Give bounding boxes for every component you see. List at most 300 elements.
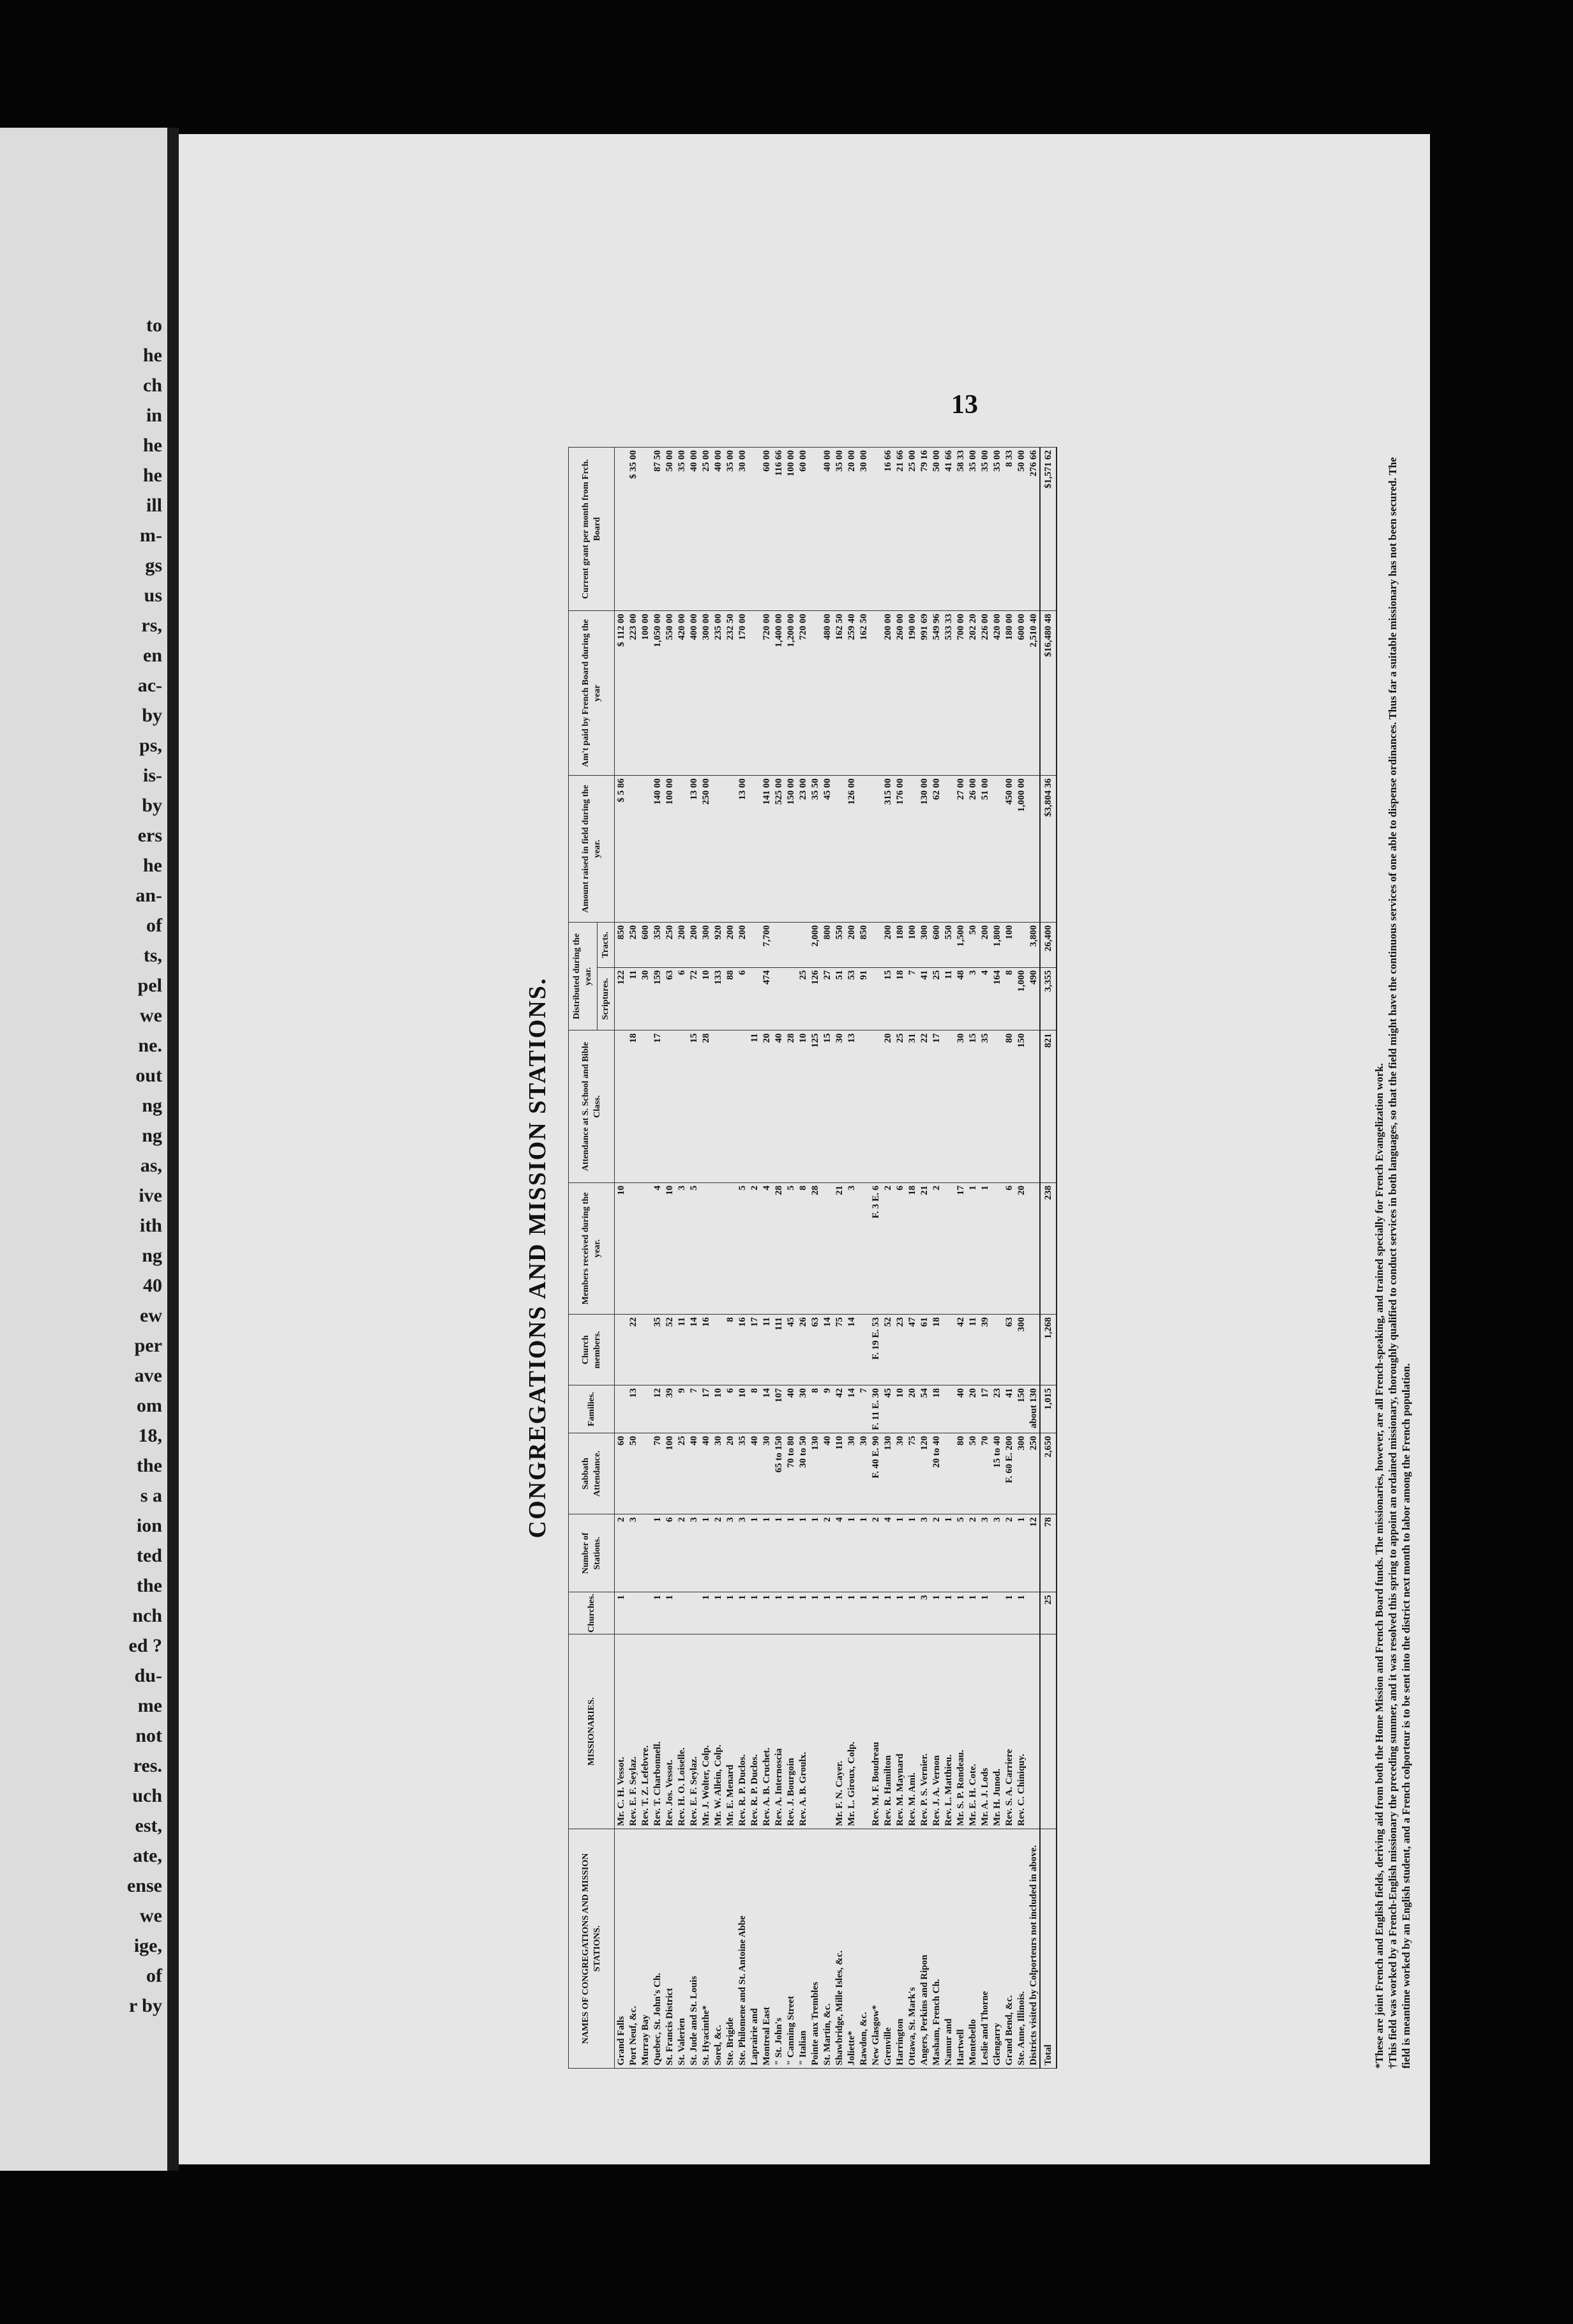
left-page-text-fragment: ew (140, 1305, 162, 1326)
cell-received: 3 (845, 1182, 857, 1314)
cell-stations: 1 (857, 1514, 869, 1592)
cell-school: 28 (700, 1030, 712, 1182)
cell-grant: 79 16 (918, 448, 930, 611)
cell-grant: 87 50 (651, 448, 663, 611)
cell-stations: 12 (1027, 1514, 1040, 1592)
cell-paid: 550 00 (663, 611, 675, 776)
cell-raised: 27 00 (954, 776, 967, 923)
cell-name: Grand Bend, &c. (1003, 1829, 1015, 2069)
cell-churches: 1 (942, 1592, 954, 1634)
footnote: †This field was worked by a French-English missionary the preceding summer, and it was resolved this spring to appoint an ordained missionary, thoroughly qualified to conduct services in both languages, so that the field might have the continuous services of one able to dispense ordinances. Thus far a suitable missionary has not been secured. The field is meantime worked by an English student, and a French colporteur is to be sent into the district next month to labor among the French population. (1387, 457, 1412, 2069)
cell-families: 17 (700, 1385, 712, 1433)
table-row (833, 448, 845, 2069)
cell-name: " St. John's (772, 1829, 785, 2069)
table-row (894, 448, 906, 2069)
cell-missionary: Mr. A. J. Lods (979, 1634, 991, 1829)
left-page-text-fragment: pel (137, 975, 162, 996)
cell-scriptures: 88 (724, 967, 736, 1030)
cell-churches: 1 (906, 1592, 918, 1634)
left-page-text-fragment: as, (140, 1155, 162, 1176)
cell-members: 11 (760, 1315, 772, 1385)
left-page-text-fragment: we (140, 1905, 162, 1926)
cell-families: 14 (845, 1385, 857, 1433)
cell-stations: 1 (748, 1514, 760, 1592)
cell-families: F. 11 E. 30 (869, 1385, 882, 1433)
cell-members: 11 (675, 1315, 688, 1385)
total-school: 821 (1040, 1030, 1057, 1182)
left-page-text-fragment: s a (140, 1485, 162, 1506)
left-page-text-fragment: per (134, 1335, 162, 1356)
cell-name: Ste. Anne, Illinois. (1015, 1829, 1027, 2069)
cell-received (857, 1182, 869, 1314)
left-page-text-fragment: he (143, 465, 162, 486)
cell-name: St. Martin, &c. (821, 1829, 833, 2069)
total-members: 1,268 (1040, 1315, 1057, 1385)
left-page-text-fragment: to (146, 315, 162, 336)
left-page-text-fragment: by (142, 705, 162, 726)
cell-attendance: 30 (894, 1433, 906, 1514)
cell-raised (833, 776, 845, 923)
cell-scriptures: 27 (821, 967, 833, 1030)
cell-members: 39 (979, 1315, 991, 1385)
cell-members: 52 (663, 1315, 675, 1385)
cell-missionary (821, 1634, 833, 1829)
cell-churches: 1 (663, 1592, 675, 1634)
cell-grant: 35 00 (991, 448, 1003, 611)
left-page-text-fragment: ps, (139, 735, 162, 756)
cell-families: 40 (785, 1385, 797, 1433)
total-scriptures: 3,355 (1040, 967, 1057, 1030)
col-header-families: Families. (569, 1385, 615, 1433)
cell-received: 2 (748, 1182, 760, 1314)
cell-scriptures (869, 967, 882, 1030)
col-header-attendance: Sabbath Attendance. (569, 1433, 615, 1514)
cell-name: Shawbridge, Mille Isles, &c. (833, 1829, 845, 2069)
cell-tracts: 1,500 (954, 923, 967, 968)
cell-raised (1027, 776, 1040, 923)
cell-received: 2 (930, 1182, 942, 1314)
cell-name: Grand Falls (615, 1829, 628, 2069)
cell-paid: 200 00 (882, 611, 894, 776)
cell-stations: 1 (1015, 1514, 1027, 1592)
cell-received (712, 1182, 724, 1314)
cell-families: 54 (918, 1385, 930, 1433)
cell-churches: 1 (651, 1592, 663, 1634)
cell-churches: 1 (882, 1592, 894, 1634)
left-page-text-fragment: is- (143, 765, 162, 786)
cell-school: 31 (906, 1030, 918, 1182)
cell-raised: 450 00 (1003, 776, 1015, 923)
cell-attendance (639, 1433, 651, 1514)
cell-school: 17 (651, 1030, 663, 1182)
cell-scriptures: 126 (809, 967, 821, 1030)
table-row (651, 448, 663, 2069)
cell-received: 10 (663, 1182, 675, 1314)
cell-stations: 3 (918, 1514, 930, 1592)
cell-churches: 3 (918, 1592, 930, 1634)
cell-scriptures: 159 (651, 967, 663, 1030)
cell-raised: 140 00 (651, 776, 663, 923)
cell-grant: $ 35 00 (627, 448, 639, 611)
cell-paid: 2,510 40 (1027, 611, 1040, 776)
cell-scriptures: 91 (857, 967, 869, 1030)
cell-stations: 1 (772, 1514, 785, 1592)
left-page-text-fragment: ted (137, 1545, 162, 1566)
left-page-text-fragment: in (146, 405, 162, 426)
left-page-text-fragment: by (142, 795, 162, 816)
cell-received: 6 (894, 1182, 906, 1314)
cell-missionary: Rev. C. Chiniquy. (1015, 1634, 1027, 1829)
cell-members: 16 (736, 1315, 748, 1385)
cell-raised: 141 00 (760, 776, 772, 923)
cell-stations: 1 (894, 1514, 906, 1592)
cell-scriptures: 48 (954, 967, 967, 1030)
cell-stations: 3 (724, 1514, 736, 1592)
cell-families: 7 (688, 1385, 700, 1433)
cell-grant (809, 448, 821, 611)
table-row (882, 448, 894, 2069)
cell-scriptures: 1,000 (1015, 967, 1027, 1030)
cell-churches: 1 (772, 1592, 785, 1634)
cell-raised: 176 00 (894, 776, 906, 923)
cell-paid: 549 96 (930, 611, 942, 776)
cell-school (663, 1030, 675, 1182)
cell-school: 13 (845, 1030, 857, 1182)
cell-members: F. 19 E. 53 (869, 1315, 882, 1385)
cell-received (639, 1182, 651, 1314)
table-row (845, 448, 857, 2069)
cell-attendance: 25 (675, 1433, 688, 1514)
cell-raised (639, 776, 651, 923)
cell-name: Ottawa, St. Mark's (906, 1829, 918, 2069)
cell-paid: 232 50 (724, 611, 736, 776)
cell-missionary: Mr. C. H. Vessot. (615, 1634, 628, 1829)
total-churches: 25 (1040, 1592, 1057, 1634)
cell-families: 13 (627, 1385, 639, 1433)
cell-raised: 51 00 (979, 776, 991, 923)
cell-tracts: 7,700 (760, 923, 772, 968)
cell-grant (615, 448, 628, 611)
cell-grant: 20 00 (845, 448, 857, 611)
cell-received (700, 1182, 712, 1314)
cell-stations: 2 (930, 1514, 942, 1592)
cell-missionary: Rev. P. S. Vernier. (918, 1634, 930, 1829)
cell-families: 18 (930, 1385, 942, 1433)
cell-missionary: Rev. R. P. Duclos. (748, 1634, 760, 1829)
left-page-text-fragment: rs, (141, 615, 162, 636)
table-row (991, 448, 1003, 2069)
cell-stations: 2 (712, 1514, 724, 1592)
table-row (967, 448, 979, 2069)
cell-paid: 202 20 (967, 611, 979, 776)
cell-grant: 30 00 (736, 448, 748, 611)
cell-churches: 1 (845, 1592, 857, 1634)
cell-received: 5 (688, 1182, 700, 1314)
cell-attendance: F. 40 E. 90 (869, 1433, 882, 1514)
table-row (942, 448, 954, 2069)
cell-grant: 116 66 (772, 448, 785, 611)
cell-churches: 1 (724, 1592, 736, 1634)
cell-families: 10 (712, 1385, 724, 1433)
cell-stations: 3 (736, 1514, 748, 1592)
cell-paid: 180 00 (1003, 611, 1015, 776)
cell-churches: 1 (967, 1592, 979, 1634)
cell-paid: 223 00 (627, 611, 639, 776)
cell-paid: 170 00 (736, 611, 748, 776)
cell-received: 20 (1015, 1182, 1027, 1314)
cell-received: 5 (736, 1182, 748, 1314)
table-row (724, 448, 736, 2069)
col-header-school: Attendance at S. School and Bible Class. (569, 1030, 615, 1182)
left-page-text-fragment: ch (143, 375, 162, 396)
cell-grant: 58 33 (954, 448, 967, 611)
cell-school: 35 (979, 1030, 991, 1182)
table-row (1015, 448, 1027, 2069)
cell-families: 42 (833, 1385, 845, 1433)
footnote: *These are joint French and English fields, deriving aid from both the Home Mission and French Board funds. The missionaries, however, are all French-speaking, and trained specially for French Evangelization work. (1373, 1063, 1385, 2069)
table-row (906, 448, 918, 2069)
left-page-text-fragment: 40 (143, 1275, 162, 1296)
cell-raised (991, 776, 1003, 923)
cell-churches: 1 (954, 1592, 967, 1634)
left-page-text-fragment: ige, (133, 1935, 162, 1956)
cell-missionary: Rev. M. Ami. (906, 1634, 918, 1829)
cell-families: 14 (760, 1385, 772, 1433)
left-page-text-fragment: us (144, 585, 162, 606)
cell-families: 23 (991, 1385, 1003, 1433)
cell-raised: 250 00 (700, 776, 712, 923)
cell-stations: 1 (700, 1514, 712, 1592)
cell-missionary: Rev. A. B. Cruchet. (760, 1634, 772, 1829)
cell-attendance: 100 (663, 1433, 675, 1514)
cell-churches: 1 (821, 1592, 833, 1634)
col-header-churches: Churches. (569, 1592, 615, 1634)
cell-grant: 41 66 (942, 448, 954, 611)
cell-scriptures: 15 (882, 967, 894, 1030)
cell-attendance: 30 (712, 1433, 724, 1514)
cell-grant: 35 00 (833, 448, 845, 611)
col-header-members: Church members. (569, 1315, 615, 1385)
cell-tracts (797, 923, 809, 968)
cell-members: 8 (724, 1315, 736, 1385)
cell-paid (748, 611, 760, 776)
cell-paid (869, 611, 882, 776)
cell-raised: $ 5 86 (615, 776, 628, 923)
col-header-missionaries: MISSIONARIES. (569, 1634, 615, 1829)
cell-raised: 45 00 (821, 776, 833, 923)
cell-attendance: 130 (882, 1433, 894, 1514)
cell-school (675, 1030, 688, 1182)
cell-stations: 2 (1003, 1514, 1015, 1592)
cell-name: Glengarry (991, 1829, 1003, 2069)
left-page-text-fragment: est, (135, 1815, 162, 1836)
left-page-text-fragment: ng (142, 1125, 162, 1146)
cell-members: 14 (845, 1315, 857, 1385)
cell-members: 23 (894, 1315, 906, 1385)
cell-attendance: 40 (821, 1433, 833, 1514)
left-page-text-fragment: he (143, 855, 162, 876)
cell-school: 40 (772, 1030, 785, 1182)
left-page-text-fragment: me (137, 1695, 162, 1716)
cell-missionary: Rev. A. Internoscia (772, 1634, 785, 1829)
cell-tracts: 800 (821, 923, 833, 968)
cell-name: Joliette* (845, 1829, 857, 2069)
cell-grant: 35 00 (967, 448, 979, 611)
cell-school (712, 1030, 724, 1182)
page (179, 134, 1430, 2164)
cell-received (724, 1182, 736, 1314)
cell-name: Hartwell (954, 1829, 967, 2069)
cell-churches: 1 (930, 1592, 942, 1634)
cell-paid: 991 69 (918, 611, 930, 776)
cell-attendance: 15 to 40 (991, 1433, 1003, 1514)
cell-raised: 130 00 (918, 776, 930, 923)
cell-paid: 162 50 (857, 611, 869, 776)
cell-stations: 6 (663, 1514, 675, 1592)
cell-paid: 420 00 (675, 611, 688, 776)
cell-name: St. Jude and St. Louis (688, 1829, 700, 2069)
cell-tracts: 200 (688, 923, 700, 968)
cell-attendance: 30 (857, 1433, 869, 1514)
cell-scriptures: 51 (833, 967, 845, 1030)
cell-churches: 1 (797, 1592, 809, 1634)
cell-scriptures: 474 (760, 967, 772, 1030)
cell-missionary: Rev. M. F. Boudreau (869, 1634, 882, 1829)
left-page-text-fragment: out (135, 1065, 162, 1086)
cell-scriptures: 53 (845, 967, 857, 1030)
cell-members: 11 (967, 1315, 979, 1385)
left-page-text-fragment: of (146, 1965, 162, 1986)
table-row (979, 448, 991, 2069)
cell-members: 22 (627, 1315, 639, 1385)
cell-school: 22 (918, 1030, 930, 1182)
cell-missionary: Rev. A. B. Groulx. (797, 1634, 809, 1829)
cell-stations: 2 (821, 1514, 833, 1592)
cell-paid: 162 50 (833, 611, 845, 776)
left-page-text-fragment: ac- (137, 675, 162, 696)
cell-churches: 1 (1015, 1592, 1027, 1634)
cell-members (857, 1315, 869, 1385)
table-row (615, 448, 628, 2069)
cell-members: 63 (1003, 1315, 1015, 1385)
cell-tracts: 1,800 (991, 923, 1003, 968)
cell-scriptures: 30 (639, 967, 651, 1030)
cell-school: 15 (688, 1030, 700, 1182)
cell-raised: 525 00 (772, 776, 785, 923)
cell-school: 80 (1003, 1030, 1015, 1182)
cell-paid: 190 00 (906, 611, 918, 776)
table-row (748, 448, 760, 2069)
cell-grant: 30 00 (857, 448, 869, 611)
cell-grant: 60 00 (760, 448, 772, 611)
cell-tracts: 3,800 (1027, 923, 1040, 968)
left-page-text-fragment: ed ? (128, 1635, 162, 1656)
cell-school (639, 1030, 651, 1182)
cell-churches: 1 (712, 1592, 724, 1634)
cell-families: 17 (979, 1385, 991, 1433)
cell-raised: 13 00 (736, 776, 748, 923)
cell-attendance: 70 (979, 1433, 991, 1514)
cell-received: 21 (918, 1182, 930, 1314)
cell-paid: 235 00 (712, 611, 724, 776)
cell-families: 40 (954, 1385, 967, 1433)
cell-scriptures: 122 (615, 967, 628, 1030)
cell-churches (688, 1592, 700, 1634)
cell-members: 42 (954, 1315, 967, 1385)
cell-stations: 1 (845, 1514, 857, 1592)
cell-grant: 40 00 (821, 448, 833, 611)
col-header-received: Members received during the year. (569, 1182, 615, 1314)
cell-members (1027, 1315, 1040, 1385)
cell-paid (809, 611, 821, 776)
cell-received (821, 1182, 833, 1314)
cell-school: 15 (821, 1030, 833, 1182)
cell-missionary: Rev. Jos. Vessot. (663, 1634, 675, 1829)
cell-received (942, 1182, 954, 1314)
cell-stations: 5 (954, 1514, 967, 1592)
cell-scriptures: 41 (918, 967, 930, 1030)
cell-attendance: 40 (700, 1433, 712, 1514)
cell-stations: 1 (942, 1514, 954, 1592)
cell-scriptures: 25 (930, 967, 942, 1030)
cell-missionary: Rev. E. F. Seylaz. (627, 1634, 639, 1829)
cell-school (615, 1030, 628, 1182)
cell-received: 8 (797, 1182, 809, 1314)
cell-school: 150 (1015, 1030, 1027, 1182)
table-row (663, 448, 675, 2069)
cell-school: 20 (882, 1030, 894, 1182)
cell-members: 111 (772, 1315, 785, 1385)
cell-churches: 1 (785, 1592, 797, 1634)
cell-name: " Italian (797, 1829, 809, 2069)
cell-churches (627, 1592, 639, 1634)
cell-paid: 1,050 00 (651, 611, 663, 776)
cell-grant: 35 00 (979, 448, 991, 611)
table-row (627, 448, 639, 2069)
page-number: 13 (951, 390, 978, 419)
total-stations: 78 (1040, 1514, 1057, 1592)
cell-attendance: F. 60 E. 200 (1003, 1433, 1015, 1514)
cell-tracts: 350 (651, 923, 663, 968)
cell-paid: $ 112 00 (615, 611, 628, 776)
cell-name: Namur and (942, 1829, 954, 2069)
cell-paid: 260 00 (894, 611, 906, 776)
cell-school: 28 (785, 1030, 797, 1182)
cell-stations: 1 (651, 1514, 663, 1592)
cell-attendance: 70 (651, 1433, 663, 1514)
cell-raised: 62 00 (930, 776, 942, 923)
cell-churches: 1 (809, 1592, 821, 1634)
cell-raised (869, 776, 882, 923)
table-row (772, 448, 785, 2069)
cell-tracts (1015, 923, 1027, 968)
table-row (675, 448, 688, 2069)
cell-name: Rawdon, &c. (857, 1829, 869, 2069)
cell-tracts: 550 (833, 923, 845, 968)
cell-name: Quebec, St. John's Ch. (651, 1829, 663, 2069)
cell-grant: 50 00 (930, 448, 942, 611)
cell-members: 45 (785, 1315, 797, 1385)
cell-families: 10 (736, 1385, 748, 1433)
cell-received (1027, 1182, 1040, 1314)
left-page-text-fragment: ith (139, 1215, 162, 1236)
left-page-text-fragment: 18, (138, 1425, 162, 1446)
total-label: Total (1040, 1829, 1057, 2069)
col-header-grant: Current grant per month from Frch. Board (569, 448, 615, 611)
cell-raised (942, 776, 954, 923)
cell-attendance: 40 (748, 1433, 760, 1514)
cell-members: 47 (906, 1315, 918, 1385)
